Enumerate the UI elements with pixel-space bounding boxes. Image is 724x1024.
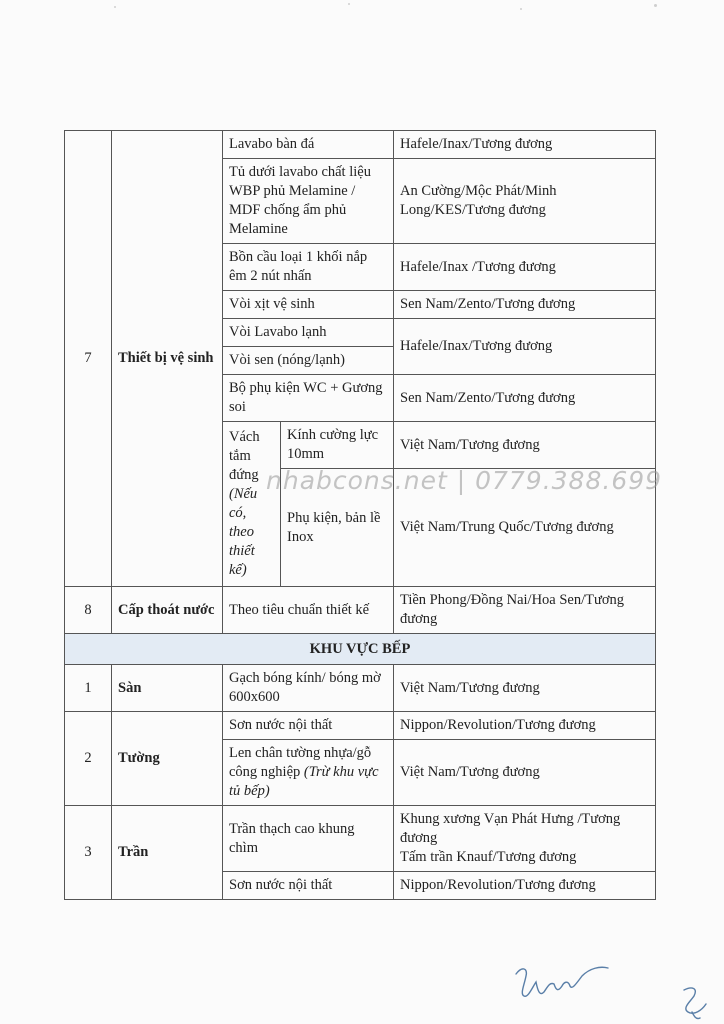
- brand-line: Tấm trần Knauf/Tương đương: [400, 849, 577, 865]
- row-number: 8: [65, 587, 112, 634]
- row-number: 2: [65, 712, 112, 806]
- brand-cell: Tiền Phong/Đồng Nai/Hoa Sen/Tương đương: [394, 587, 656, 634]
- brand-cell: Việt Nam/Tương đương: [394, 740, 656, 806]
- category-cell: Sàn: [112, 665, 223, 712]
- item-cell: Bộ phụ kiện WC + Gương soi: [223, 375, 394, 422]
- brand-cell: [394, 806, 656, 872]
- brand-cell: Hafele/Inax/Tương đương: [394, 131, 656, 159]
- brand-cell: Hafele/Inax /Tương đương: [394, 244, 656, 291]
- item-cell: Trần thạch cao khung chìm: [223, 806, 394, 872]
- brand-cell: Nippon/Revolution/Tương đương: [394, 712, 656, 740]
- brand-cell: An Cường/Mộc Phát/Minh Long/KES/Tương đương: [394, 159, 656, 244]
- brand-cell: Sen Nam/Zento/Tương đương: [394, 375, 656, 422]
- item-cell: Tủ dưới lavabo chất liệu WBP phủ Melamine / MDF chống ẩm phủ Melamine: [223, 159, 394, 244]
- brand-line: Khung xương Vạn Phát Hưng /Tương đương: [400, 811, 621, 846]
- table-row: [65, 131, 656, 159]
- signature-icon: [508, 958, 618, 1004]
- brand-cell: Việt Nam/Tương đương: [394, 665, 656, 712]
- specification-table: [64, 130, 656, 900]
- category-cell: Cấp thoát nước: [112, 587, 223, 634]
- brand-cell: Sen Nam/Zento/Tương đương: [394, 291, 656, 319]
- item-cell: Sơn nước nội thất: [223, 712, 394, 740]
- item-cell: [223, 740, 394, 806]
- item-cell: Vòi sen (nóng/lạnh): [223, 347, 394, 375]
- table-row: [65, 712, 656, 740]
- initial-mark-icon: [678, 982, 712, 1022]
- table-row: [65, 665, 656, 712]
- watermark: nhabcons.net | 0779.388.699: [266, 466, 663, 495]
- brand-cell: Việt Nam/Tương đương: [394, 422, 656, 469]
- scan-speck: [654, 4, 657, 7]
- brand-cell: Nippon/Revolution/Tương đương: [394, 872, 656, 900]
- item-cell: Sơn nước nội thất: [223, 872, 394, 900]
- category-cell: Thiết bị vệ sinh: [112, 131, 223, 587]
- row-number: 1: [65, 665, 112, 712]
- shower-partition-label: Vách tắm đứng: [229, 429, 260, 483]
- row-number: 7: [65, 131, 112, 587]
- scan-speck: [114, 6, 116, 8]
- shower-partition-cell: [223, 422, 281, 587]
- item-cell: Gạch bóng kính/ bóng mờ 600x600: [223, 665, 394, 712]
- table-row: [65, 587, 656, 634]
- brand-cell: Hafele/Inax/Tương đương: [394, 319, 656, 375]
- category-cell: Trần: [112, 806, 223, 900]
- scan-speck: [520, 8, 522, 10]
- section-title: KHU VỰC BẾP: [65, 634, 656, 665]
- item-text: Len chân tường nhựa/gỗ công nghiệp: [229, 745, 372, 780]
- table-row: [65, 806, 656, 872]
- item-cell: Bồn cầu loại 1 khối nắp êm 2 nút nhấn: [223, 244, 394, 291]
- row-number: 3: [65, 806, 112, 900]
- brand-cell: Việt Nam/Trung Quốc/Tương đương: [394, 469, 656, 587]
- scan-speck: [348, 3, 350, 5]
- sub-item-cell: Kính cường lực 10mm: [281, 422, 394, 469]
- shower-partition-note: (Nếu có, theo thiết kế): [229, 486, 258, 578]
- item-cell: Lavabo bàn đá: [223, 131, 394, 159]
- category-cell: Tường: [112, 712, 223, 806]
- item-cell: Vòi xịt vệ sinh: [223, 291, 394, 319]
- item-cell: Theo tiêu chuẩn thiết kế: [223, 587, 394, 634]
- sub-item-cell: Phụ kiện, bản lề Inox: [281, 469, 394, 587]
- item-cell: Vòi Lavabo lạnh: [223, 319, 394, 347]
- section-header-row: [65, 634, 656, 665]
- item-note: (Trừ khu vực tủ bếp): [229, 764, 379, 799]
